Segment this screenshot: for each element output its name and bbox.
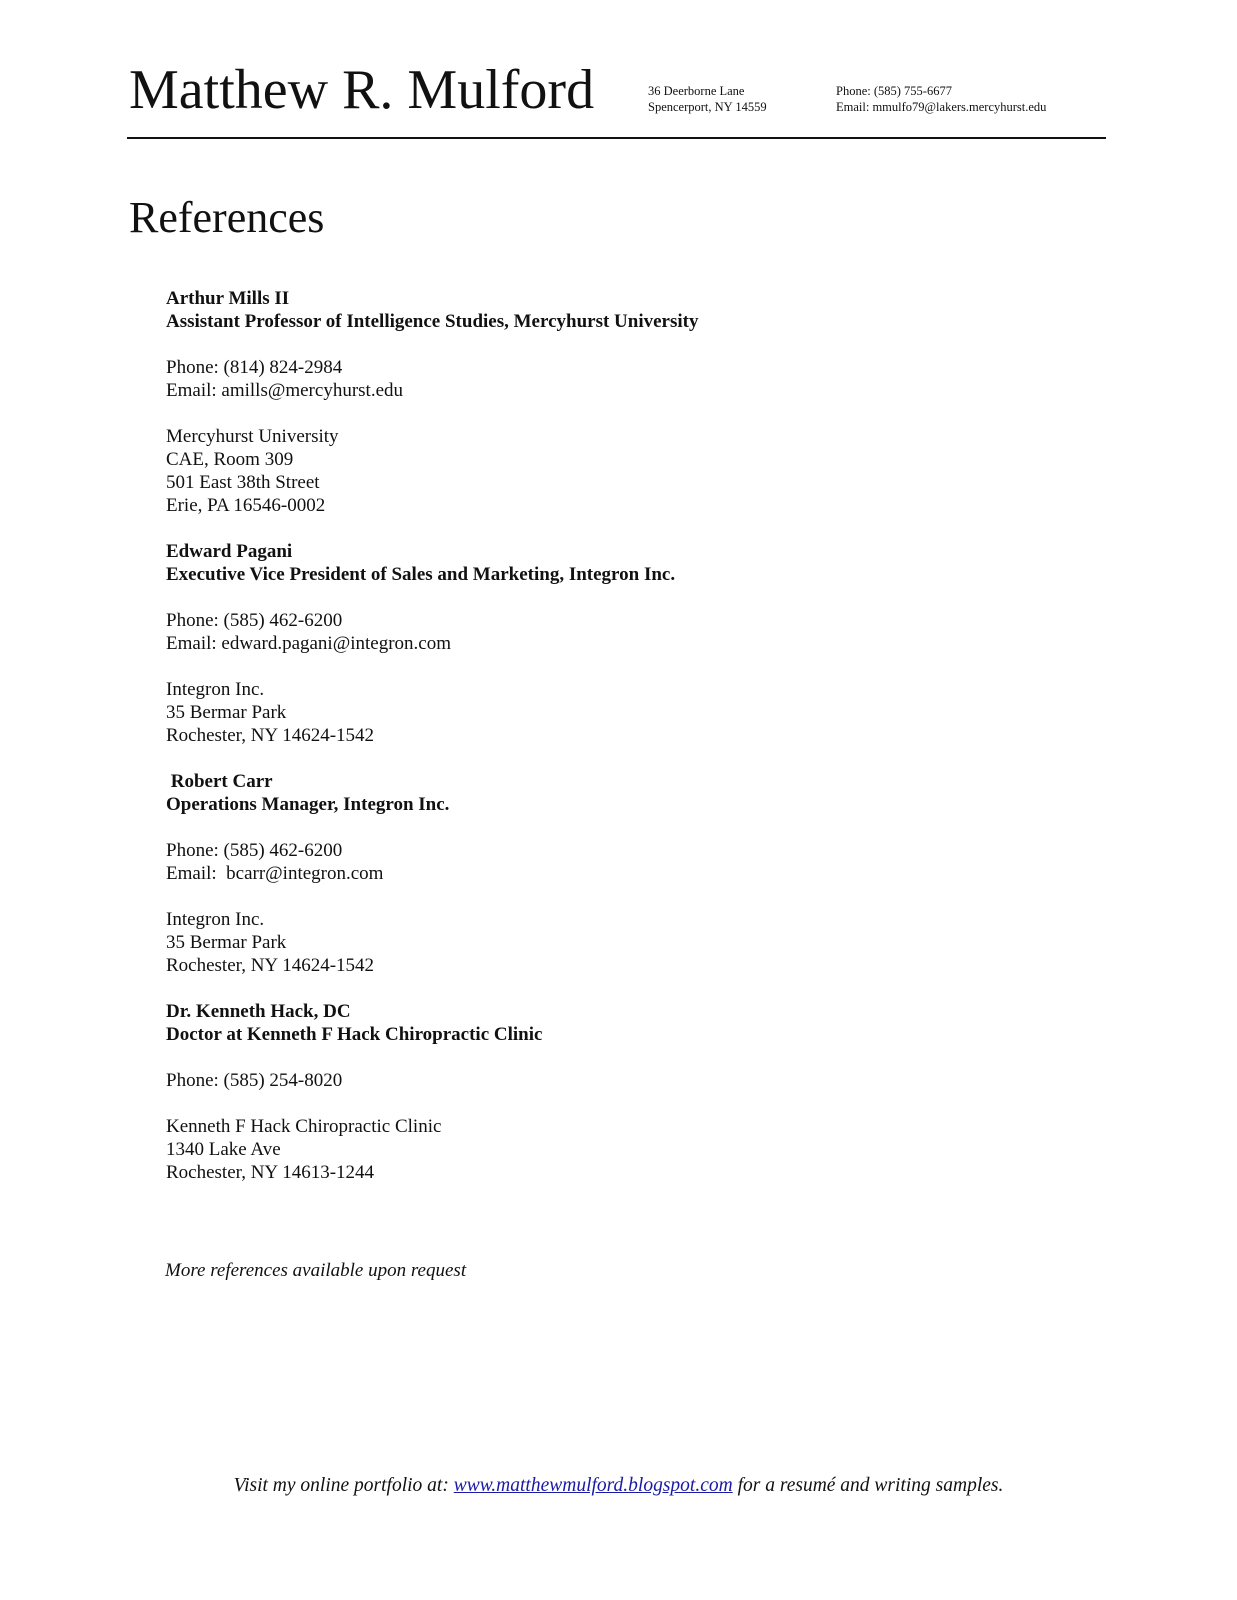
reference-phone: Phone: (814) 824-2984 <box>166 357 343 378</box>
mailing-address <box>648 83 767 115</box>
reference-address-line: 1340 Lake Ave <box>166 1139 281 1160</box>
portfolio-link[interactable]: www.matthewmulford.blogspot.com <box>453 1475 733 1496</box>
reference-name: Dr. Kenneth Hack, DC <box>166 1001 351 1022</box>
reference-title: Executive Vice President of Sales and Marketing, Integron Inc. <box>166 564 676 585</box>
reference-title: Operations Manager, Integron Inc. <box>166 794 450 815</box>
reference-title: Assistant Professor of Intelligence Studies, Mercyhurst University <box>166 311 699 332</box>
reference-email: Email: amills@mercyhurst.edu <box>166 380 403 401</box>
reference-entry <box>166 540 1066 747</box>
contact-info <box>836 83 1046 115</box>
reference-name: Edward Pagani <box>166 541 293 562</box>
reference-address-line: Integron Inc. <box>166 679 265 700</box>
portfolio-footer <box>0 1474 1237 1498</box>
references-list <box>166 287 1066 1207</box>
reference-address-line: CAE, Room 309 <box>166 449 294 470</box>
reference-address-line: Integron Inc. <box>166 909 265 930</box>
more-references-note: More references available upon request <box>165 1260 467 1281</box>
reference-phone: Phone: (585) 254-8020 <box>166 1070 343 1091</box>
reference-address-line: Rochester, NY 14613-1244 <box>166 1162 375 1183</box>
reference-address-line: Rochester, NY 14624-1542 <box>166 725 375 746</box>
reference-address-line: 35 Bermar Park <box>166 932 287 953</box>
resume-owner-name: Matthew R. Mulford <box>129 59 595 121</box>
address-line-2: Spencerport, NY 14559 <box>648 100 767 114</box>
reference-address-line: 501 East 38th Street <box>166 472 320 493</box>
reference-address-line: Erie, PA 16546-0002 <box>166 495 326 516</box>
reference-phone: Phone: (585) 462-6200 <box>166 840 343 861</box>
reference-name: Robert Carr <box>166 771 273 792</box>
reference-email: Email: bcarr@integron.com <box>166 863 384 884</box>
header-divider <box>127 137 1106 139</box>
reference-address-line: Kenneth F Hack Chiropractic Clinic <box>166 1116 442 1137</box>
reference-address-line: Mercyhurst University <box>166 426 339 447</box>
reference-entry <box>166 1000 1066 1184</box>
address-line-1: 36 Deerborne Lane <box>648 84 745 98</box>
reference-phone: Phone: (585) 462-6200 <box>166 610 343 631</box>
reference-title: Doctor at Kenneth F Hack Chiropractic Clinic <box>166 1024 543 1045</box>
section-title: References <box>129 193 325 242</box>
reference-name: Arthur Mills II <box>166 288 290 309</box>
reference-email: Email: edward.pagani@integron.com <box>166 633 451 654</box>
reference-entry <box>166 287 1066 517</box>
footer-prefix: Visit my online portfolio at: <box>233 1475 454 1496</box>
owner-phone: Phone: (585) 755-6677 <box>836 84 952 98</box>
owner-email: Email: mmulfo79@lakers.mercyhurst.edu <box>836 100 1047 114</box>
reference-address-line: Rochester, NY 14624-1542 <box>166 955 375 976</box>
reference-entry <box>166 770 1066 977</box>
reference-address-line: 35 Bermar Park <box>166 702 287 723</box>
footer-suffix: for a resumé and writing samples. <box>732 1475 1004 1496</box>
